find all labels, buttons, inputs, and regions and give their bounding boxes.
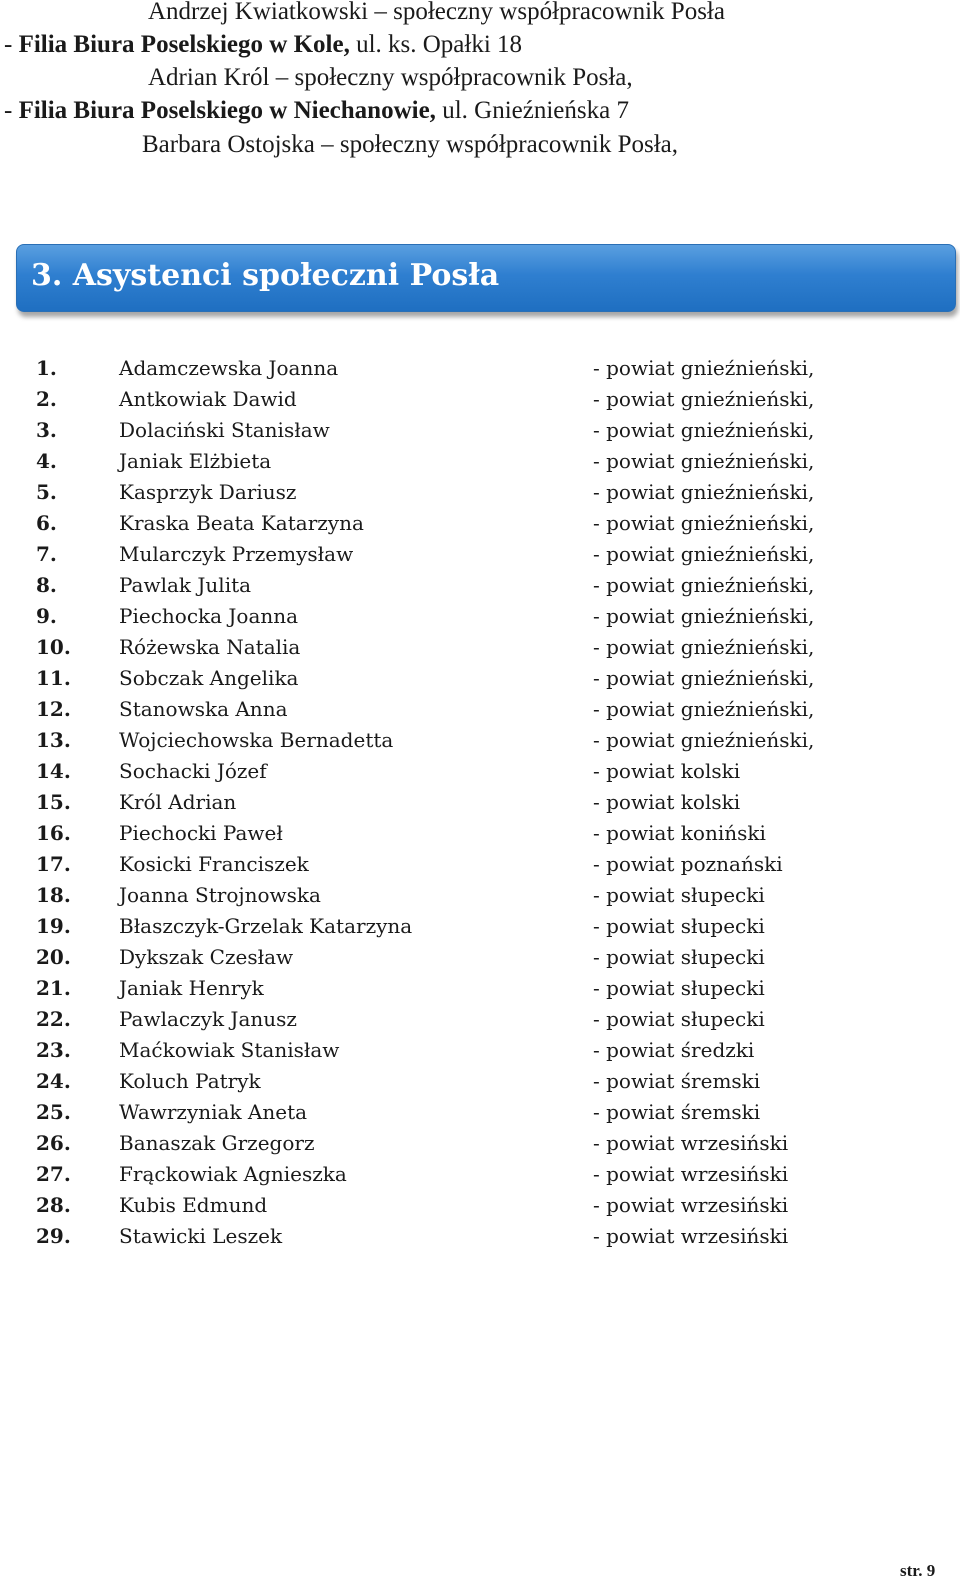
list-item [0,1035,960,1066]
line-prefix: - [4,31,19,58]
assistant-num: 27. [36,1162,71,1186]
assistant-num: 14. [36,759,71,783]
assistant-name: Sochacki Józef [119,759,267,783]
line-text: Adrian Król – społeczny współpracownik Posła, [148,64,633,91]
assistant-num: 4. [36,449,57,473]
contact-line [4,96,629,126]
list-item [0,1097,960,1128]
list-item [0,1190,960,1221]
page-number: str. 9 [900,1561,936,1580]
list-item [0,508,960,539]
assistant-region: - powiat gnieźnieński, [593,728,815,752]
list-item [0,756,960,787]
assistant-name: Koluch Patryk [119,1069,261,1093]
assistant-num: 7. [36,542,57,566]
assistant-num: 9. [36,604,57,628]
assistant-num: 25. [36,1100,71,1124]
assistant-name: Piechocki Paweł [119,821,283,845]
assistant-num: 26. [36,1131,71,1155]
assistant-name: Wojciechowska Bernadetta [119,728,394,752]
assistant-num: 28. [36,1193,71,1217]
contact-line [148,0,725,27]
assistant-region: - powiat słupecki [593,976,765,1000]
list-item [0,973,960,1004]
assistant-region: - powiat gnieźnieński, [593,356,815,380]
list-item [0,1221,960,1252]
list-item [0,601,960,632]
line-text: ul. ks. Opałki 18 [349,31,523,58]
assistant-region: - powiat wrzesiński [593,1193,789,1217]
list-item [0,787,960,818]
assistant-num: 19. [36,914,71,938]
assistant-num: 2. [36,387,57,411]
assistant-num: 8. [36,573,57,597]
line-text: Andrzej Kwiatkowski – społeczny współpracownik Posła [148,0,725,25]
assistant-name: Kubis Edmund [119,1193,268,1217]
list-item [0,849,960,880]
assistant-region: - powiat gnieźnieński, [593,387,815,411]
assistant-name: Janiak Elżbieta [119,449,272,473]
assistant-num: 18. [36,883,71,907]
assistant-num: 29. [36,1224,71,1248]
assistant-name: Janiak Henryk [119,976,264,1000]
assistant-name: Dolaciński Stanisław [119,418,330,442]
assistant-name: Antkowiak Dawid [119,387,297,411]
assistant-region: - powiat gnieźnieński, [593,418,815,442]
assistant-region: - powiat słupecki [593,945,765,969]
list-item [0,384,960,415]
list-item [0,446,960,477]
list-item [0,911,960,942]
assistant-region: - powiat gnieźnieński, [593,480,815,504]
assistant-name: Piechocka Joanna [119,604,299,628]
assistant-region: - powiat gnieźnieński, [593,666,815,690]
assistant-region: - powiat wrzesiński [593,1224,789,1248]
office-name: Filia Biura Poselskiego w Niechanowie, [18,97,436,124]
list-item [0,1128,960,1159]
assistant-region: - powiat gnieźnieński, [593,449,815,473]
assistant-name: Kasprzyk Dariusz [119,480,297,504]
list-item [0,1004,960,1035]
assistant-num: 5. [36,480,57,504]
assistant-region: - powiat gnieźnieński, [593,635,815,659]
assistant-num: 15. [36,790,71,814]
assistant-num: 13. [36,728,71,752]
line-text: ul. Gnieźnieńska 7 [435,97,629,124]
assistant-region: - powiat wrzesiński [593,1131,789,1155]
assistant-region: - powiat gnieźnieński, [593,604,815,628]
assistant-num: 11. [36,666,71,690]
assistant-name: Frąckowiak Agnieszka [119,1162,347,1186]
assistant-name: Sobczak Angelika [119,666,299,690]
contact-line [4,30,522,60]
assistant-name: Wawrzyniak Aneta [119,1100,308,1124]
list-item [0,942,960,973]
list-item [0,539,960,570]
assistant-region: - powiat śremski [593,1100,761,1124]
list-item [0,880,960,911]
assistant-name: Pawlaczyk Janusz [119,1007,297,1031]
assistant-name: Mularczyk Przemysław [119,542,354,566]
line-prefix: - [4,97,19,124]
assistant-region: - powiat koniński [593,821,766,845]
assistant-num: 6. [36,511,57,535]
list-item [0,1066,960,1097]
assistant-name: Stanowska Anna [119,697,288,721]
assistant-name: Joanna Strojnowska [119,883,321,907]
list-item [0,632,960,663]
assistant-num: 10. [36,635,71,659]
assistant-region: - powiat gnieźnieński, [593,697,815,721]
assistant-name: Kraska Beata Katarzyna [119,511,364,535]
assistant-name: Maćkowiak Stanisław [119,1038,340,1062]
assistant-region: - powiat poznański [593,852,783,876]
list-item [0,818,960,849]
line-text: Barbara Ostojska – społeczny współpracownik Posła, [142,131,678,158]
assistant-region: - powiat gnieźnieński, [593,542,815,566]
assistant-num: 17. [36,852,71,876]
assistant-region: - powiat słupecki [593,914,765,938]
assistant-num: 12. [36,697,71,721]
assistant-num: 20. [36,945,71,969]
assistant-num: 1. [36,356,57,380]
section-banner [16,244,956,312]
assistant-region: - powiat średzki [593,1038,755,1062]
assistant-region: - powiat słupecki [593,883,765,907]
contact-line [148,63,633,93]
assistant-name: Król Adrian [119,790,237,814]
assistant-num: 23. [36,1038,71,1062]
assistant-name: Pawlak Julita [119,573,252,597]
assistant-region: - powiat kolski [593,790,741,814]
assistant-region: - powiat słupecki [593,1007,765,1031]
list-item [0,694,960,725]
assistant-name: Błaszczyk-Grzelak Katarzyna [119,914,413,938]
assistant-region: - powiat śremski [593,1069,761,1093]
assistant-name: Różewska Natalia [119,635,301,659]
list-item [0,570,960,601]
list-item [0,1159,960,1190]
assistant-num: 16. [36,821,71,845]
assistant-num: 22. [36,1007,71,1031]
assistant-num: 3. [36,418,57,442]
list-item [0,415,960,446]
section-title: 3. Asystenci społeczni Posła [31,258,500,293]
assistant-name: Stawicki Leszek [119,1224,283,1248]
assistant-name: Adamczewska Joanna [119,356,339,380]
assistant-num: 24. [36,1069,71,1093]
contact-line [142,130,678,160]
assistant-region: - powiat gnieźnieński, [593,573,815,597]
office-name: Filia Biura Poselskiego w Kole, [18,31,350,58]
list-item [0,725,960,756]
assistant-name: Banaszak Grzegorz [119,1131,315,1155]
assistant-num: 21. [36,976,71,1000]
list-item [0,663,960,694]
assistant-name: Kosicki Franciszek [119,852,309,876]
list-item [0,353,960,384]
assistant-region: - powiat kolski [593,759,741,783]
assistant-region: - powiat wrzesiński [593,1162,789,1186]
assistant-region: - powiat gnieźnieński, [593,511,815,535]
assistant-name: Dykszak Czesław [119,945,294,969]
list-item [0,477,960,508]
